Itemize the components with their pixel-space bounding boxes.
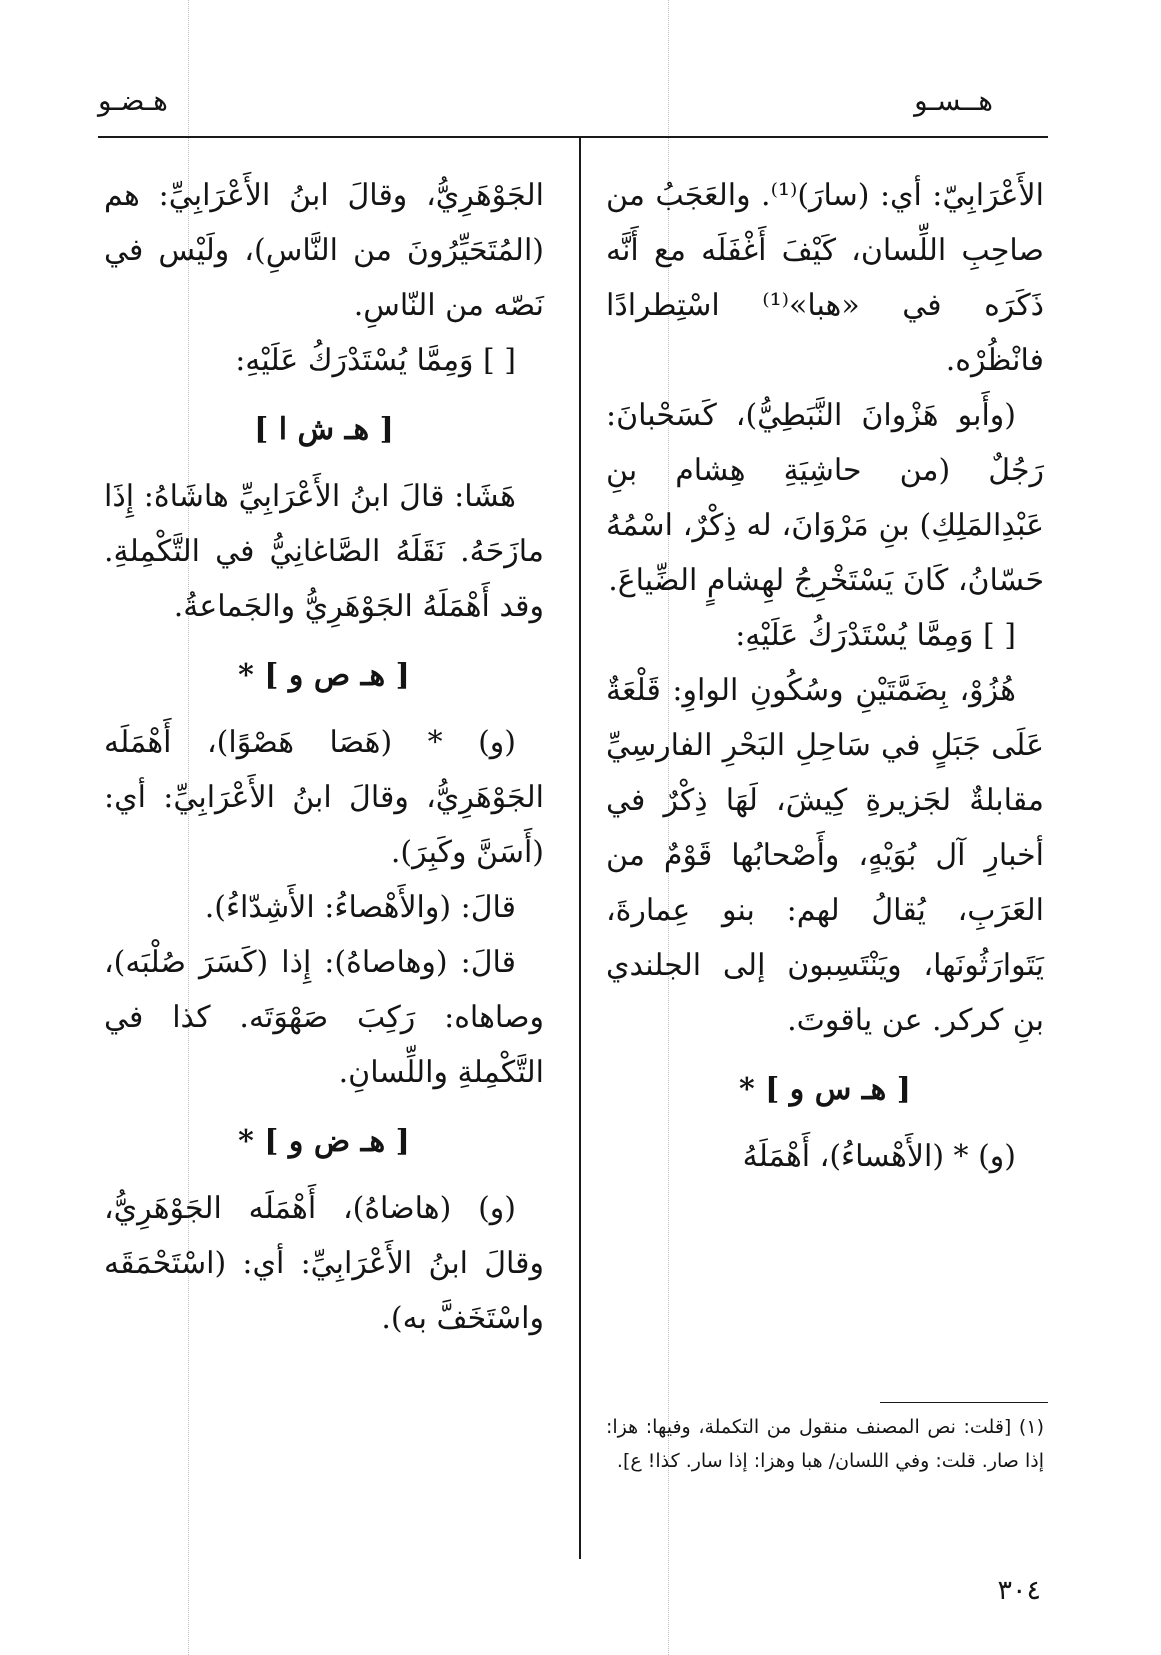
header-rule [98, 136, 1048, 138]
paragraph: هَشَا: قالَ ابنُ الأَعْرَابِيِّ هاشَاهُ: إِذَا مازَحَهُ. نَقَلَهُ الصَّاغانِيُّ في التَّكْمِلةِ. وقد أَهْمَلَهُ الجَوْهَرِيُّ والجَماعةُ. [104, 479, 544, 624]
entry-heading: [ هـ ش ا ] [254, 412, 394, 447]
paragraph: (وأَبو هَزْوانَ النَّبَطِيُّ)، كَسَحْبانَ: رَجُلٌ (من حاشِيَةِ هِشام بنِ عَبْدِالمَلِكِ) بنِ مَرْوَانَ، له ذِكْرٌ، اسْمُهُ حَسّانُ، كَانَ يَسْتَخْرِجُ لهِشامٍ الضِّياعَ. [606, 398, 1044, 598]
paragraph: قالَ: (والأَهْصاءُ: الأَشِدّاءُ). [204, 890, 516, 925]
left-column [104, 168, 544, 1346]
entry-heading: [ هـ ص و ] * [238, 658, 410, 693]
running-header-left: هـضـو [98, 84, 168, 117]
paragraph: (و) * (هَصَا هَصْوًا)، أَهْمَلَه الجَوْهَرِيُّ، وقالَ ابنُ الأَعْرَابِيِّ: أي: (أَسَنَّ وكَبِرَ). [104, 725, 544, 870]
page-number: ٣٠٤ [997, 1575, 1041, 1606]
paragraph: الأَعْرَابِيّ: أي: (سارَ)⁽¹⁾. والعَجَبُ من صاحِبِ اللِّسان، كَيْفَ أَغْفَلَه مع أَنَّه ذَكَرَه في «هبا»⁽¹⁾ اسْتِطرادًا فانْظُرْه. [606, 178, 1045, 378]
paragraph: (و) (هاضاهُ)، أَهْمَلَه الجَوْهَرِيُّ، وقالَ ابنُ الأَعْرَابِيِّ: أي: (اسْتَحْمَقَه واسْتَخَفَّ به). [104, 1191, 544, 1336]
paragraph: هُزُوْ، بِضَمَّتَيْنِ وسُكُونِ الواوِ: قَلْعَةٌ عَلَى جَبَلٍ في سَاحِلِ البَحْرِ الفارسِيِّ مقابلةٌ لجَزيرةِ كِيشَ، لَهَا ذِكْرٌ في أخبارِ آل بُوَيْهٍ، وأَصْحابُها قَوْمٌ من العَرَبِ، يُقالُ لهم: بنو عِمارةَ، يَتَوارَثُونَها، ويَنْتَسِبون إلى الجلندي بنِ كركر. عن ياقوتَ. [606, 673, 1044, 1038]
mustadrak-note: [ ] وَمِمَّا يُسْتَدْرَكُ عَلَيْهِ: [735, 618, 1016, 653]
paragraph: قالَ: (وهاصاهُ): إِذا (كَسَرَ صُلْبَه)، وصاهاه: رَكِبَ صَهْوَتَه. كذا في التَّكْمِلةِ واللِّسانِ. [104, 945, 544, 1090]
right-column [606, 168, 1044, 1184]
footnotes [606, 1410, 1044, 1478]
footnote: (١) [قلت: نص المصنف منقول من التكملة، وفيها: هزا: إذا صار. قلت: وفي اللسان/ هبا وهزا: إذا سار. كذا! ع]. [606, 1416, 1044, 1472]
mustadrak-note: [ ] وَمِمَّا يُسْتَدْرَكُ عَلَيْهِ: [235, 343, 516, 378]
paragraph: (و) * (الأَهْساءُ)، أَهْمَلَهُ [742, 1139, 1016, 1174]
paragraph: الجَوْهَرِيُّ، وقالَ ابنُ الأَعْرَابِيِّ: هم (المُتَحَيِّرُونَ من النَّاسِ)، ولَيْس في نَصّه من النّاسِ. [104, 178, 544, 323]
running-header-right: هــسـو [914, 84, 993, 117]
column-separator [579, 136, 581, 1559]
entry-heading: [ هـ ض و ] * [238, 1124, 410, 1159]
footnote-rule [880, 1402, 1048, 1403]
entry-heading: [ هـ س و ] * [738, 1072, 912, 1107]
